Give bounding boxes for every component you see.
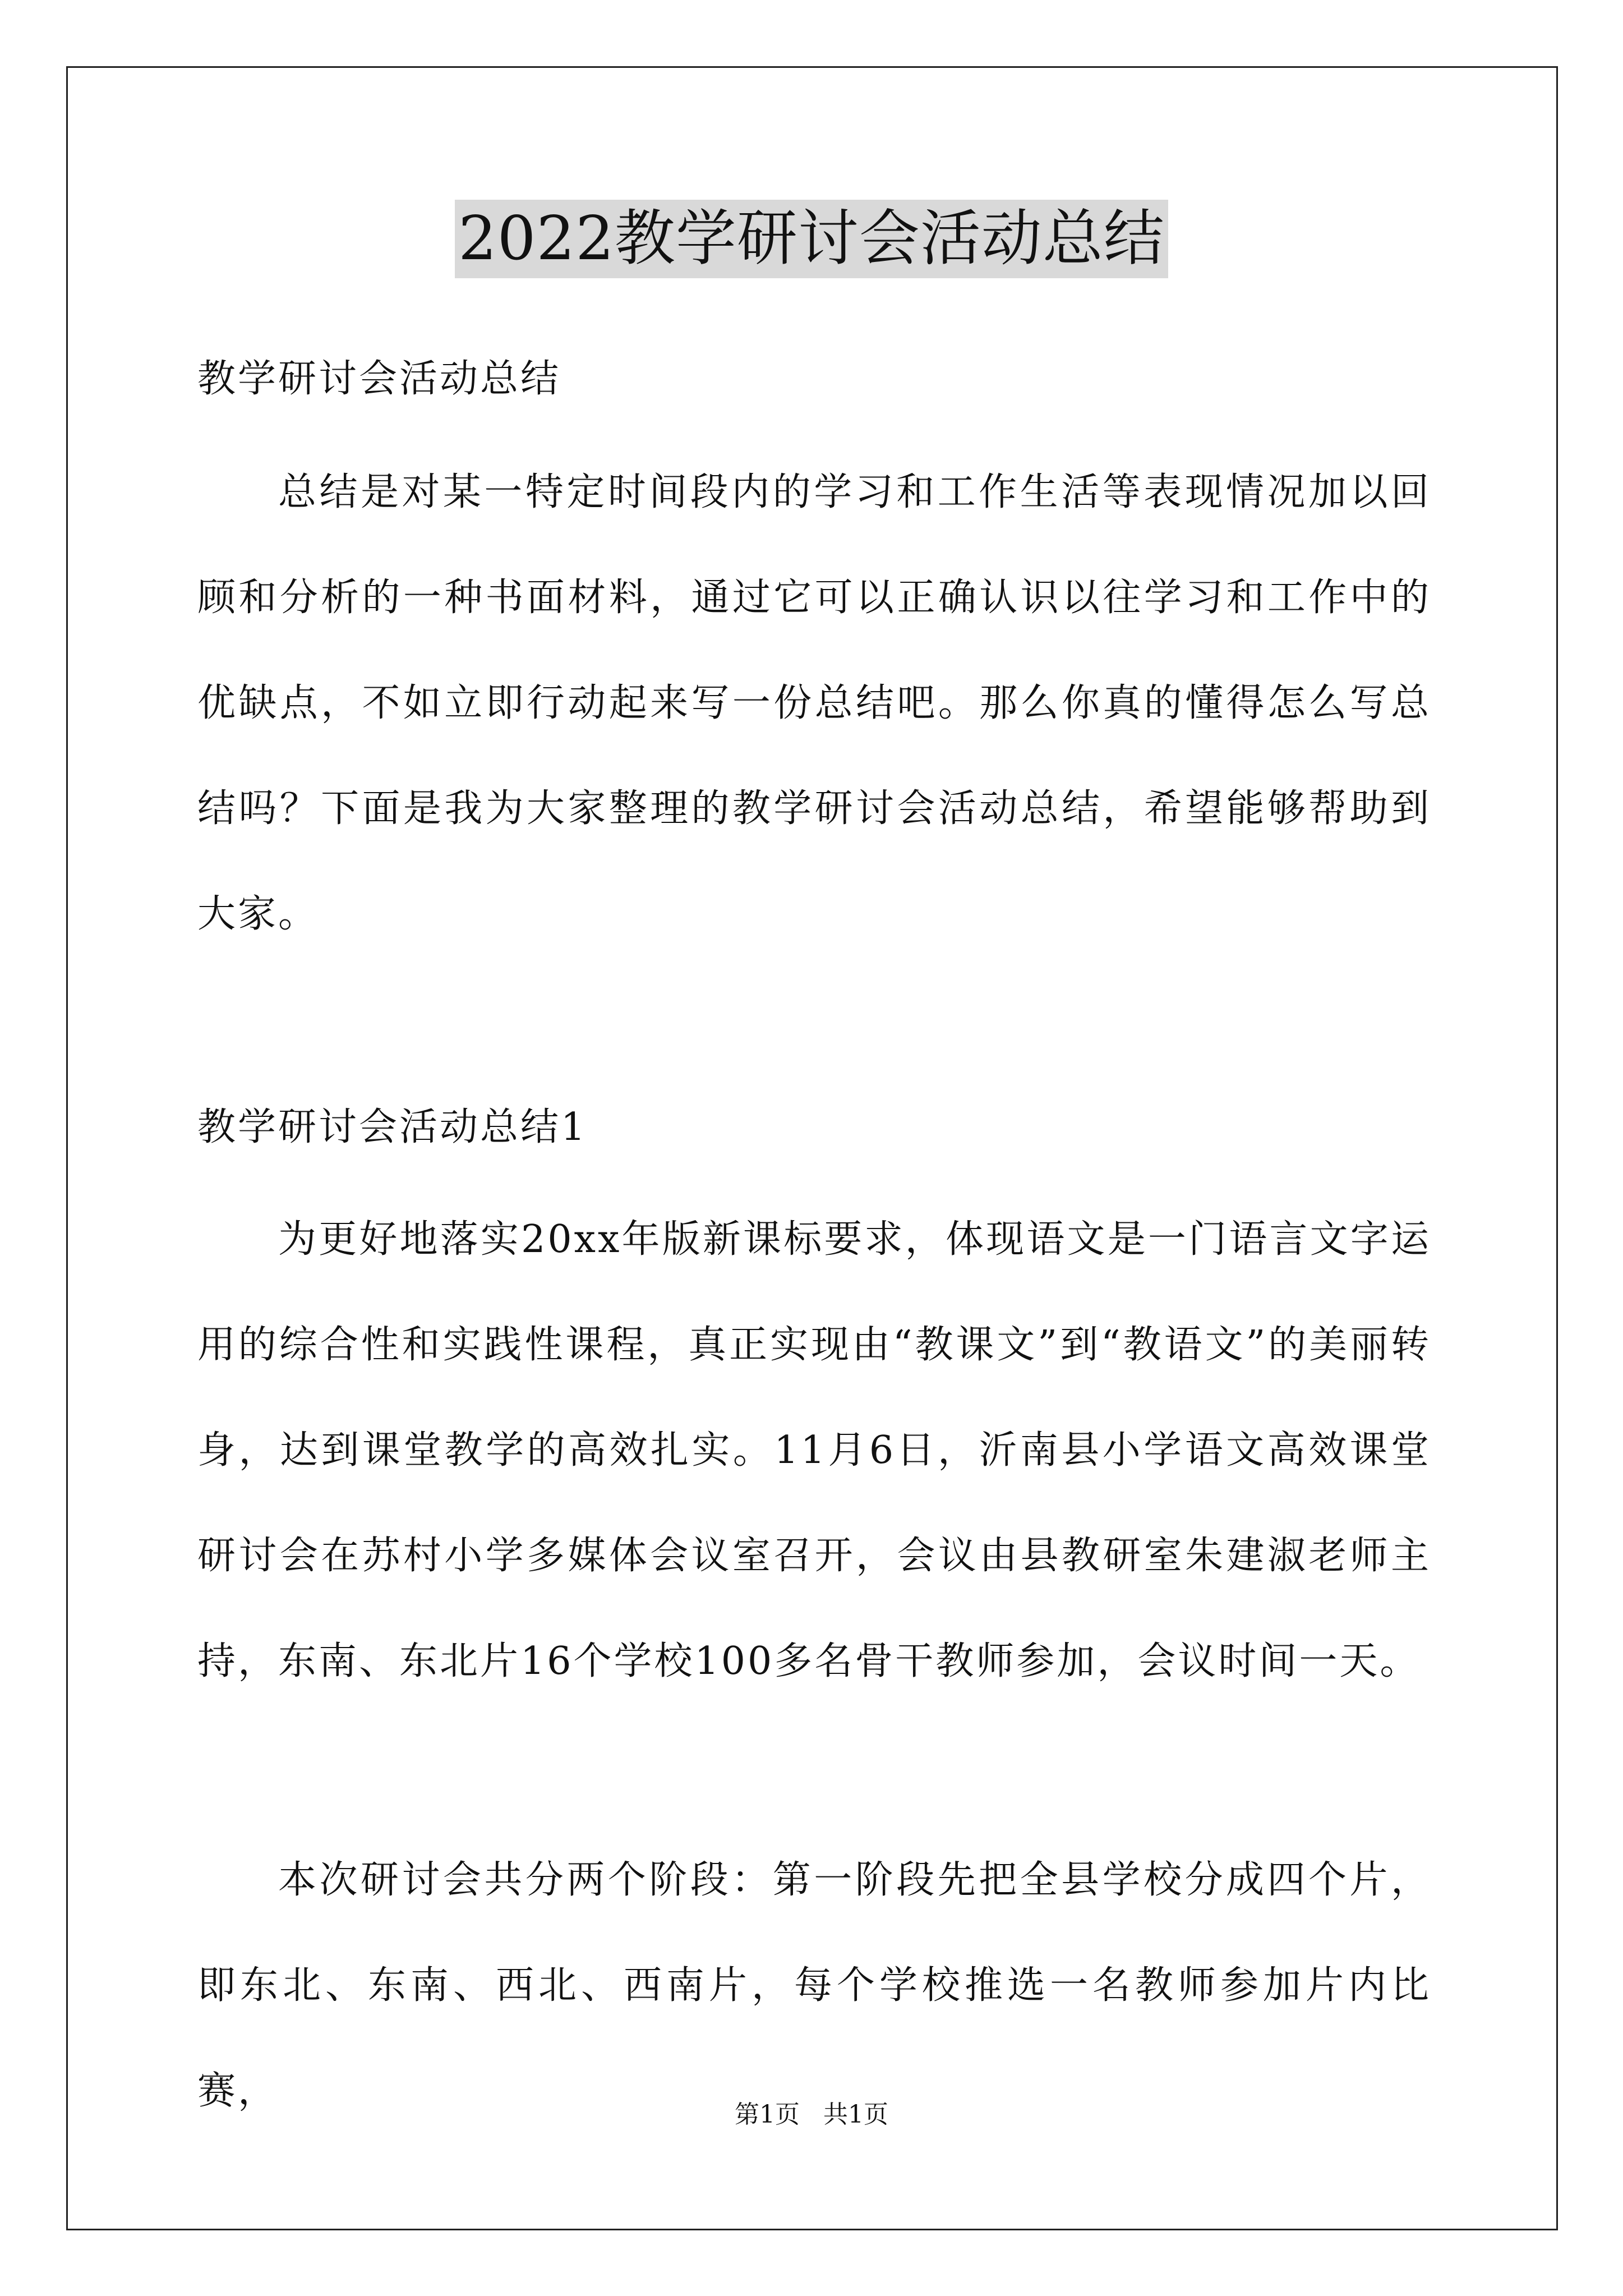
section-paragraph-2: 本次研讨会共分两个阶段：第一阶段先把全县学校分成四个片，即东北、东南、西北、西南片，每个学校推选一名教师参加片内比赛， xyxy=(197,1858,1431,2113)
section-paragraph-1: 为更好地落实20xx年版新课标要求，体现语文是一门语言文字运用的综合性和实践性课程，真正实现由“教课文”到“教语文”的美丽转身，达到课堂教学的高效扎实。11月6日，沂南县小学语文高效课堂研讨会在苏村小学多媒体会议室召开，会议由县教研室朱建淑老师主持，东南、东北片16个学校100多名骨干教师参加，会议时间一天。 xyxy=(197,1217,1431,1683)
section-heading: 教学研讨会活动总结1 xyxy=(197,1105,588,1149)
page-footer: 第1页 共1页 xyxy=(735,2100,888,2129)
document-subtitle: 教学研讨会活动总结 xyxy=(197,357,561,401)
intro-paragraph: 总结是对某一特定时间段内的学习和工作生活等表现情况加以回顾和分析的一种书面材料，通过它可以正确认识以往学习和工作中的优缺点，不如立即行动起来写一份总结吧。那么你真的懂得怎么写总结吗？下面是我为大家整理的教学研讨会活动总结，希望能够帮助到大家。 xyxy=(197,470,1431,936)
title-container xyxy=(0,200,1623,278)
document-title: 2022教学研讨会活动总结 xyxy=(455,200,1168,278)
